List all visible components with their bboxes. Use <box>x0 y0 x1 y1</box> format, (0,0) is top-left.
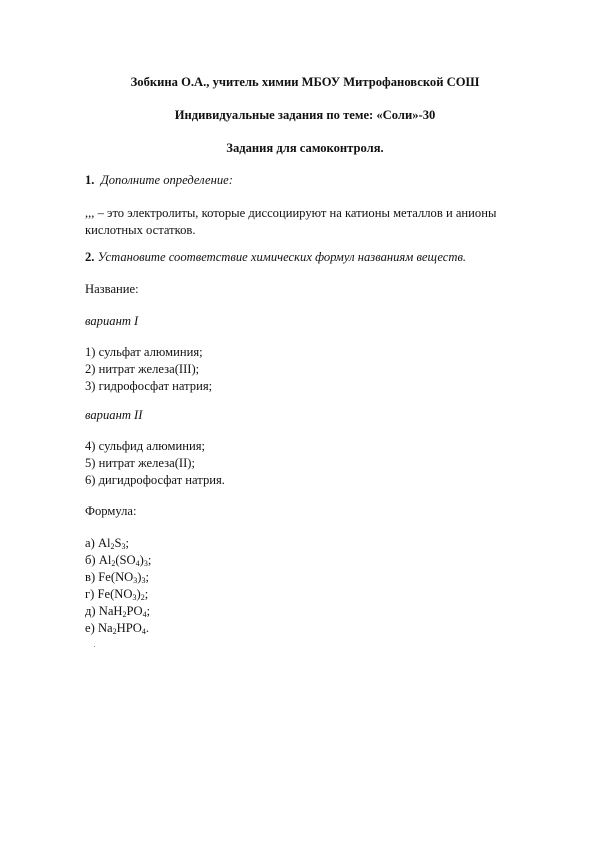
variant-1-list <box>85 344 525 395</box>
list-item: 3) гидрофосфат натрия; <box>85 379 213 393</box>
task2-instruction: Установите соответствие химических формул названиям веществ. <box>94 250 467 264</box>
list-item: 4) сульфид алюминия; <box>85 439 205 453</box>
author-line: Зобкина О.А., учитель химии МБОУ Митрофановской СОШ <box>130 75 480 89</box>
variant-2-label: вариант II <box>85 408 143 422</box>
formula-item-g: г) $Fe(NO_3)_2$; <box>85 587 149 602</box>
stray-mark <box>94 646 95 647</box>
formula-list <box>85 535 525 637</box>
list-item: 2) нитрат железа(III); <box>85 362 200 376</box>
names-label: Название: <box>85 282 139 296</box>
formula-item-v: в) $Fe(NO_3)_3$; <box>85 570 149 585</box>
task2-heading <box>85 249 525 266</box>
task1-instruction: Дополните определение: <box>100 173 233 187</box>
definition-line-2: кислотных остатков. <box>85 223 196 237</box>
list-item: 6) дигидрофосфат натрия. <box>85 473 225 487</box>
document-subtitle: Задания для самоконтроля. <box>226 141 384 155</box>
formula-label: Формула: <box>85 504 137 518</box>
list-item: 1) сульфат алюминия; <box>85 345 203 359</box>
task2-number: 2. <box>85 250 95 264</box>
formula-item-a: а) $Al_2S_3$; <box>85 536 130 551</box>
variant-2-list <box>85 438 525 489</box>
document-title: Индивидуальные задания по теме: «Соли»-30 <box>174 108 436 122</box>
task1-definition <box>85 205 525 239</box>
task1-number: 1. <box>85 173 95 187</box>
formula-item-e: е) $Na_2HPO_4$. <box>85 621 149 636</box>
variant-1-label: вариант I <box>85 314 139 328</box>
formula-item-b: б) $Al_2(SO_4)_3$; <box>85 553 152 568</box>
formula-item-d: д) $NaH_2PO_4$; <box>85 604 151 619</box>
task1-heading <box>85 172 525 189</box>
definition-line-1: ,,, – это электролиты, которые диссоциируют на катионы металлов и анионы <box>85 206 497 220</box>
list-item: 5) нитрат железа(II); <box>85 456 195 470</box>
